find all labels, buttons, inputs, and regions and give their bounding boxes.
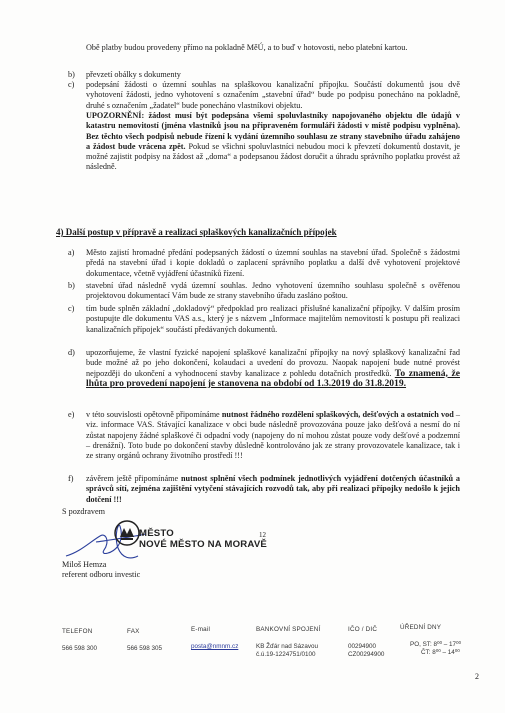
footer-days-line-2: ČT: 8⁰⁰ – 14⁰⁰ [421, 649, 460, 656]
footer-label-fax: FAX [127, 628, 140, 635]
list-marker: c) [68, 80, 75, 89]
footer-email-link[interactable]: posta@nmnm.cz [191, 643, 239, 650]
section-4-item-e: v této souvislosti opětovně připomínáme nutnost řádného rozdělení splaškových, dešťových a ostatních vod – viz. informace VAS. Stávající kanalizace v obci bude následně provozována pouze jako dešťová a nesmí do ní zůstat napojeny žádné splaškové či odpadní vody (napojeny do ní mohou zůstat pouze vody dešťové a podzemní – drenážní). Toto bude po dokončení stavby důsledně kontrolováno jak ze strany provozovatele kanalizace, tak i ze strany orgánů ochrany životního prostředí !!! [86, 410, 460, 461]
stamp-text: MĚSTO NOVÉ MĚSTO NA MORAVĚ [139, 528, 268, 550]
stamp-number: 12 [259, 531, 266, 539]
section-4-item-b: stavební úřad následně vydá územní souhlas. Jedno vyhotovení územního souhlasu společně s ověřenou projektovou dokumentací Vám bude ze strany stavebního úřadu zasláno poštou. [86, 281, 460, 301]
list-marker: a) [68, 248, 75, 257]
footer-label-bank: BANKOVNÍ SPOJENÍ [256, 626, 321, 633]
footer-label-email: E-mail [191, 626, 211, 633]
signer-name: Miloš Hemza [62, 560, 107, 569]
section-4-item-d: upozorňujeme, že vlastní fyzické napojení splaškové kanalizační přípojky na nový splaškový kanalizační řad bude možné až po jeho dokončení, kolaudaci a uvedení do provozu. Naopak napojení bude nutné provést nejpozději do ukončení a vyhodnocení stavby kanalizace z pohledu dotačních prostředků. To znamená, že lhůta pro provedení napojení je stanovena na období od 1.3.2019 do 31.8.2019. [86, 348, 460, 389]
footer-phone: 566 598 300 [62, 645, 98, 652]
footer-bank-line-1: KB Žďár nad Sázavou [256, 643, 318, 650]
warning-bold-text: UPOZORNĚNÍ: žádost musí být podepsána všemi spoluvlastníky napojovaného objektu dle údajů v katastru nemovitostí (jména vlastníků jsou na připraveném formuláři žádosti v místě podpisu vyplněna). Bez těchto všech podpisů nebude řízení k vydání územního souhlasu ze strany stavebního úřadu zahájeno a žádost bude vrácena zpět. [86, 111, 460, 151]
list-marker: e) [68, 410, 75, 419]
warning-normal-text: Pokud se všichni spoluvlastníci nebudou moci k převzetí dokumentů dostavit, je možné zajistit podpisy na žádost až „doma“ a podepsanou žádost doručit a úhradu správního poplatku provést až následně. [86, 141, 460, 172]
list-marker: b) [68, 70, 75, 79]
footer-ico: 00294900 [348, 643, 377, 650]
footer-label-ico: IČO / DIČ [348, 626, 378, 633]
section-4-item-c: tím bude splněn základní „dokladový“ předpoklad pro realizaci příslušné kanalizační přípojky. V dalším prosím postupujte dle dokumentu VAS a.s., který je s názvem „Informace majitelům nemovitostí k postupu při realizaci kanalizačních přípojek“ součástí předávaných dokumentů. [86, 304, 460, 334]
deadline-notice: To znamená, že lhůta pro provedení napojení je stanovena na období od 1.3.2019 do 31.8.2019. [86, 367, 460, 389]
footer-dic: CZ00294900 [348, 651, 385, 658]
city-emblem-icon [112, 518, 142, 548]
list-item-c: podepsání žádosti o územní souhlas na splaškovou kanalizační přípojku. Součástí dokumentů jsou dvě vyhotovení žádosti, jedno vyhotovení s označením „stavební úřad“ bude po podpisu ponecháno na pokladně, druhé s označením „žadatel“ bude ponecháno vlastníkovi objektu. [86, 80, 460, 110]
footer-bank-line-2: č.ú.19-1224751/0100 [256, 651, 316, 658]
footer-days-line-1: PO, ST: 8⁰⁰ – 17⁰⁰ [410, 641, 462, 648]
footer-fax: 566 598 305 [127, 645, 163, 652]
page-number: 2 [475, 672, 479, 681]
list-marker: d) [68, 348, 75, 357]
footer-label-days: ÚŘEDNÍ DNY [400, 624, 442, 631]
intro-paragraph: Obě platby budou provedeny přímo na pokladně MěÚ, a to buď v hotovosti, nebo platební kartou. [86, 43, 408, 52]
section-4-item-f: závěrem ještě připomínáme nutnost splnění všech podmínek jednotlivých vyjádření dotčených účastníků a správců sítí, zejména zajištění vytyčení stávajících rozvodů tak, aby při realizaci přípojky nedošlo k jejich dotčení !!! [86, 474, 461, 504]
warning-paragraph [86, 111, 460, 173]
list-item-b: převzetí obálky s dokumenty [86, 70, 181, 79]
section-4-item-a: Město zajistí hromadné předání podepsaných žádostí o územní souhlas na stavební úřad. Společně s žádostmi předá na stavební úřad i kopie dokladů o zaplacení správního poplatku a další dvě vyhotovení projektové dokumentace, včetně vyjádření účastníků řízení. [86, 248, 460, 278]
list-marker: c) [68, 304, 75, 313]
greeting: S pozdravem [62, 507, 105, 516]
footer-label-phone: TELEFON [62, 628, 93, 635]
section-4-heading: 4) Další postup v přípravě a realizaci splaškových kanalizačních přípojek [56, 227, 337, 237]
list-marker: b) [68, 281, 75, 290]
list-marker: f) [68, 474, 74, 483]
signer-role: referent odboru investic [62, 570, 141, 579]
